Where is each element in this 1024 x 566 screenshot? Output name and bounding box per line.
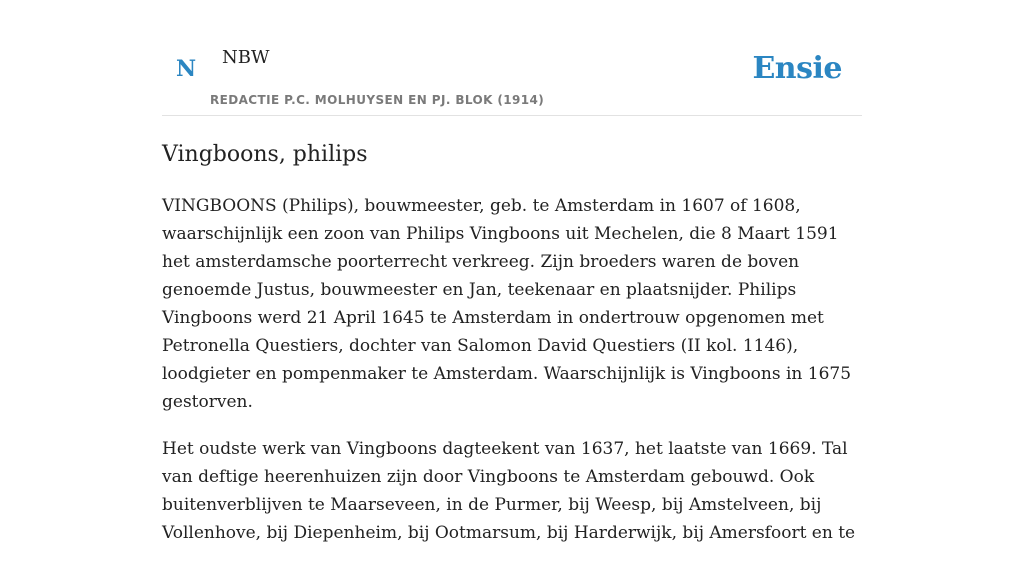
source-header [162, 38, 862, 116]
article-paragraph: VINGBOONS (Philips), bouwmeester, geb. te Amsterdam in 1607 of 1608, waarschijnlijk een zoon van Philips Vingboons uit Mechelen, die 8 Maart 1591 het amsterdamsche poorterrecht verkreeg. Zijn broeders waren de boven genoemde Justus, bouwmeester en Jan, teekenaar en plaatsnijder. Philips Vingboons werd 21 April 1645 te Amsterdam in ondertrouw opgenomen met Petronella Questiers, dochter van Salomon David Questiers (II kol. 1146), loodgieter en pompenmaker te Amsterdam. Waarschijnlijk is Vingboons in 1675 gestorven. [162, 196, 852, 412]
source-logo[interactable]: N [176, 56, 197, 82]
article-paragraph: Het oudste werk van Vingboons dagteekent van 1637, het laatste van 1669. Tal van deftige heerenhuizen zijn door Vingboons te Amsterdam gebouwd. Ook buitenverblijven te Maarseveen, in de Purmer, bij Weesp, bij Amstelveen, bij Vollenhove, bij Diepenheim, bij Ootmarsum, bij Harderwijk, bij Amersfoort en te [162, 439, 856, 543]
brand-logo[interactable]: Ensie [752, 51, 842, 86]
source-title[interactable]: NBW [222, 47, 270, 68]
article-title: Vingboons, philips [162, 142, 368, 167]
source-subtitle: REDACTIE P.C. MOLHUYSEN EN PJ. BLOK (1914) [210, 93, 545, 107]
article-body [162, 192, 868, 566]
